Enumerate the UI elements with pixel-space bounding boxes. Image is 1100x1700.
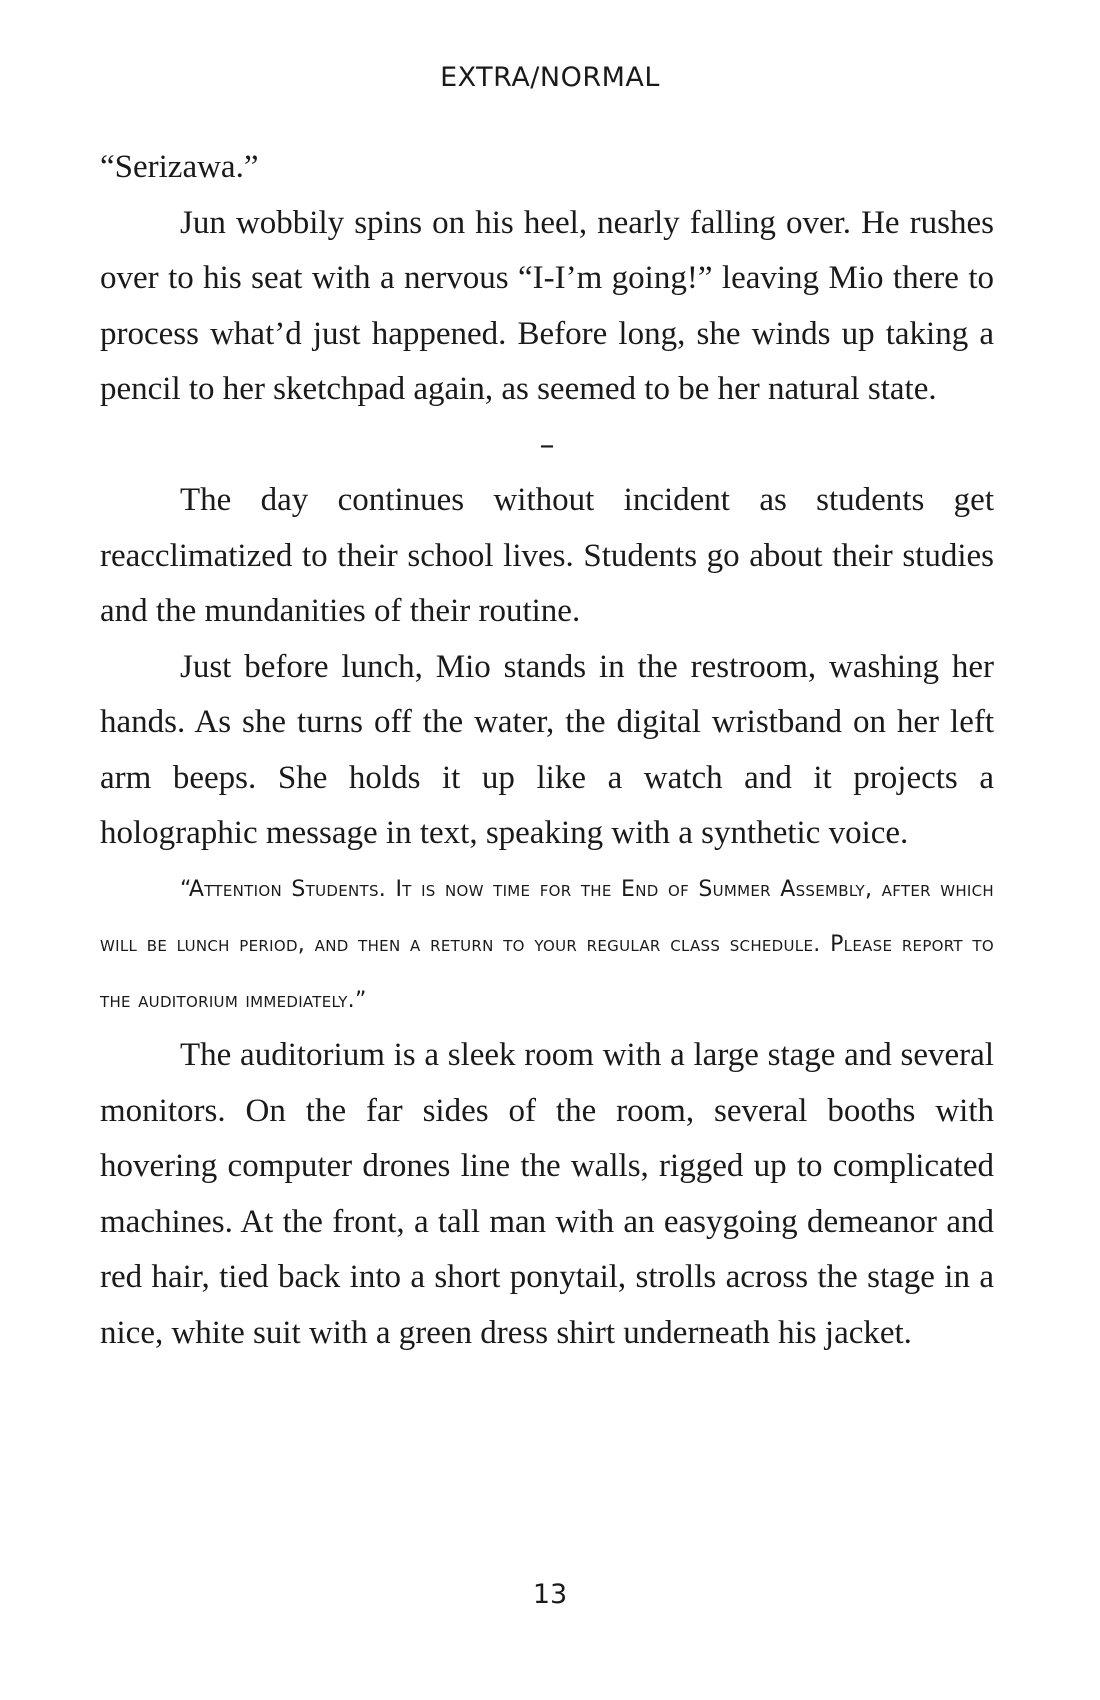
running-head-title: EXTRA/NORMAL [440, 62, 660, 93]
paragraph-jun-spins: Jun wobbily spins on his heel, nearly falling over. He rushes over to his seat with a nervous “I-I’m going!” leaving Mio there to process what’d just happened. Before long, she winds up taking a pencil to her sketchpad again, as seemed to be her natural state. [100, 204, 994, 407]
paragraph-auditorium: The auditorium is a sleek room with a large stage and several monitors. On the far sides of the room, several booths with hovering computer drones line the walls, rigged up to complicated machines. At the front, a tall man with an easygoing demeanor and red hair, tied back into a short ponytail, strolls across the stage in a nice, white suit with a green dress shirt underneath his jacket. [100, 1037, 994, 1351]
body-text [100, 140, 994, 1361]
paragraph-day-continues: The day continues without incident as students get reacclimatized to their school lives. Students go about their studies and the mundanities of their routine. [100, 482, 994, 629]
paragraph-dialogue-serizawa: “Serizawa.” [100, 149, 259, 185]
page-number: 13 [532, 1579, 568, 1610]
scene-break: – [539, 427, 555, 463]
announcement-message: “Attention Students. It is now time for the End of Summer Assembly, after which will be lunch period, and then a return to your regular class schedule. Please report to the auditorium immediately.” [100, 876, 994, 1013]
paragraph-before-lunch: Just before lunch, Mio stands in the restroom, washing her hands. As she turns off the water, the digital wristband on her left arm beeps. She holds it up like a watch and it projects a holographic message in text, speaking with a synthetic voice. [100, 648, 994, 851]
